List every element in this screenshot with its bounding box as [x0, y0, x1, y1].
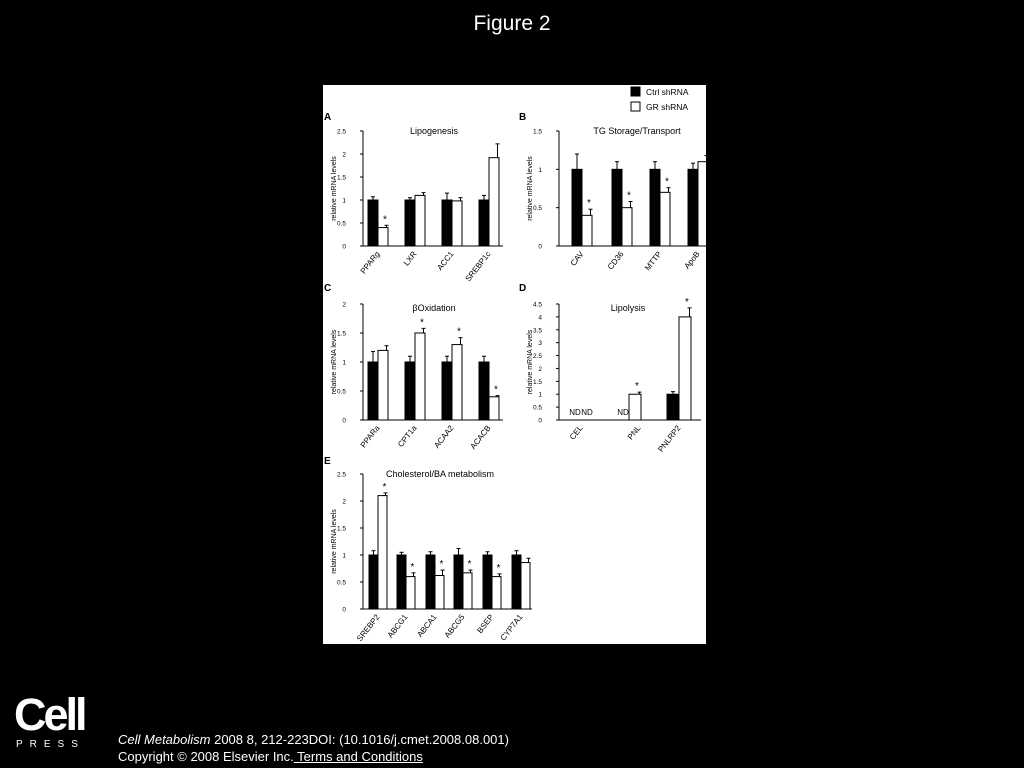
- chart-title: Lipolysis: [610, 303, 646, 313]
- significance-mark: *: [383, 214, 387, 226]
- citation: [118, 731, 509, 765]
- chart-panel-a: [324, 112, 503, 283]
- x-tick-label: PNLRP2: [656, 423, 683, 454]
- significance-mark: *: [496, 562, 501, 574]
- y-tick-label: 0.5: [532, 205, 542, 213]
- bar: [679, 317, 691, 420]
- x-tick-label: ABCG1: [385, 612, 410, 640]
- y-tick-label: 0: [342, 606, 346, 614]
- bar: [405, 200, 415, 246]
- y-tick-label: 2: [538, 365, 542, 373]
- significance-mark: *: [467, 559, 472, 571]
- bar: [378, 228, 388, 246]
- y-tick-label: 1: [342, 552, 346, 560]
- x-tick-label: PNL: [625, 423, 643, 442]
- legend: [631, 87, 689, 112]
- y-tick-label: 4: [538, 314, 542, 322]
- bar: [489, 397, 499, 420]
- y-tick-label: 2: [342, 498, 346, 506]
- legend-label: GR shRNA: [646, 102, 689, 112]
- y-tick-label: 1.5: [532, 378, 542, 386]
- x-tick-label: SREBP2: [355, 612, 382, 644]
- figure-panel: [323, 85, 706, 644]
- bar: [688, 169, 698, 246]
- panel-letter: D: [519, 283, 527, 294]
- bar: [582, 215, 592, 246]
- y-tick-label: 0.5: [336, 579, 346, 587]
- x-tick-label: ABCG5: [442, 612, 467, 640]
- chart-title: Lipogenesis: [409, 126, 459, 136]
- bar: [629, 394, 641, 420]
- bar: [479, 200, 489, 246]
- bar: [378, 350, 388, 420]
- chart-panel-b: [519, 112, 706, 272]
- x-tick-label: CPT1a: [396, 423, 419, 449]
- y-tick-label: 2: [342, 301, 346, 309]
- bar: [489, 158, 499, 246]
- y-tick-label: 1: [538, 391, 542, 399]
- chart-title: βOxidation: [412, 303, 456, 313]
- y-tick-label: 4.5: [532, 301, 542, 309]
- bar: [442, 362, 452, 420]
- bar: [406, 577, 415, 609]
- y-tick-label: 1: [342, 197, 346, 205]
- y-tick-label: 2.5: [336, 471, 346, 479]
- bar: [521, 563, 530, 609]
- chart-title: TG Storage/Transport: [593, 126, 681, 136]
- bar: [612, 169, 622, 246]
- bar: [452, 345, 462, 420]
- bar: [368, 200, 378, 246]
- y-tick-label: 2: [342, 151, 346, 159]
- copyright-line: [118, 748, 509, 765]
- figure-svg: [323, 85, 706, 644]
- x-tick-label: ABCA1: [415, 612, 439, 639]
- bar: [667, 394, 679, 420]
- bar: [369, 555, 378, 609]
- bar: [660, 192, 670, 246]
- x-tick-label: ACACB: [468, 423, 493, 451]
- nd-label: ND: [581, 408, 593, 417]
- x-tick-label: CAV: [568, 249, 586, 268]
- y-tick-label: 0: [342, 243, 346, 251]
- y-tick-label: 0: [342, 417, 346, 425]
- significance-mark: *: [410, 561, 415, 573]
- significance-mark: *: [457, 326, 461, 338]
- y-tick-label: 0.5: [336, 388, 346, 396]
- panel-letter: A: [324, 112, 332, 123]
- x-tick-label: ACAA2: [432, 423, 456, 450]
- citation-line: [118, 731, 509, 748]
- bar: [512, 555, 521, 609]
- bar: [405, 362, 415, 420]
- x-tick-label: CEL: [567, 423, 585, 442]
- y-tick-label: 0: [538, 417, 542, 425]
- significance-mark: *: [635, 381, 639, 393]
- legend-swatch: [631, 87, 640, 96]
- legend-swatch: [631, 102, 640, 111]
- y-tick-label: 0.5: [532, 404, 542, 412]
- chart-title: Cholesterol/BA metabolism: [385, 469, 495, 479]
- slide-title: Figure 2: [473, 12, 551, 35]
- bar: [378, 496, 387, 609]
- nd-label: ND: [617, 408, 629, 417]
- significance-mark: *: [685, 296, 689, 308]
- bar: [435, 576, 444, 609]
- x-tick-label: CD36: [605, 249, 626, 272]
- logo-press: PRESS: [16, 739, 85, 750]
- terms-link[interactable]: Terms and Conditions: [293, 749, 423, 764]
- y-tick-label: 0: [538, 243, 542, 251]
- x-tick-label: ApoB: [682, 249, 702, 271]
- significance-mark: *: [439, 559, 444, 571]
- y-tick-label: 2.5: [336, 128, 346, 136]
- copyright-text: Copyright © 2008 Elsevier Inc.: [118, 749, 294, 764]
- bar: [572, 169, 582, 246]
- panel-letter: B: [519, 112, 527, 123]
- bar: [650, 169, 660, 246]
- legend-label: Ctrl shRNA: [646, 87, 689, 97]
- bar: [479, 362, 489, 420]
- y-tick-label: 2.5: [532, 353, 542, 361]
- y-tick-label: 1: [538, 166, 542, 174]
- bar: [622, 208, 632, 246]
- chart-panel-c: [324, 283, 503, 451]
- logo-word: Cell: [14, 689, 85, 740]
- y-axis-label: relative mRNA levels: [331, 509, 338, 574]
- x-tick-label: ACC1: [435, 249, 456, 273]
- bar: [426, 555, 435, 609]
- y-tick-label: 3: [538, 340, 542, 348]
- y-tick-label: 3.5: [532, 327, 542, 335]
- bar: [463, 573, 472, 609]
- x-tick-label: PPARa: [358, 423, 382, 450]
- x-tick-label: MTTP: [643, 249, 664, 273]
- bar: [397, 555, 406, 609]
- y-tick-label: 0.5: [336, 220, 346, 228]
- bar: [452, 201, 462, 246]
- y-axis-label: relative mRNA levels: [527, 329, 534, 395]
- significance-mark: *: [665, 176, 669, 188]
- significance-mark: *: [627, 190, 631, 202]
- x-tick-label: BSEP: [475, 612, 496, 636]
- significance-mark: *: [587, 198, 591, 210]
- y-tick-label: 1.5: [336, 174, 346, 182]
- chart-panel-e: [324, 456, 532, 643]
- y-tick-label: 1.5: [336, 330, 346, 338]
- bar: [698, 162, 706, 246]
- bar: [415, 195, 425, 246]
- panel-letter: C: [324, 283, 332, 294]
- x-tick-label: LXR: [401, 249, 419, 268]
- bar: [492, 577, 501, 609]
- bar: [483, 555, 492, 609]
- bar: [442, 200, 452, 246]
- citation-journal: Cell Metabolism: [118, 732, 211, 747]
- significance-mark: *: [420, 317, 424, 329]
- significance-mark: *: [382, 481, 387, 493]
- y-axis-label: relative mRNA levels: [527, 156, 534, 221]
- x-tick-label: SREBP1c: [463, 249, 493, 284]
- bar: [368, 362, 378, 420]
- x-tick-label: CYP7A1: [498, 612, 525, 643]
- nd-label: ND: [569, 408, 581, 417]
- y-axis-label: relative mRNA levels: [331, 156, 338, 221]
- y-tick-label: 1.5: [336, 525, 346, 533]
- y-tick-label: 1.5: [532, 128, 542, 136]
- y-tick-label: 1: [342, 359, 346, 367]
- significance-mark: *: [494, 384, 498, 396]
- chart-panel-d: [519, 283, 701, 454]
- bar: [454, 555, 463, 609]
- citation-details: 2008 8, 212-223DOI: (10.1016/j.cmet.2008.08.001): [210, 732, 509, 747]
- bar: [415, 333, 425, 420]
- cell-press-logo: [14, 689, 85, 750]
- y-axis-label: relative mRNA levels: [331, 329, 338, 395]
- panel-letter: E: [324, 456, 331, 467]
- x-tick-label: PPARg: [358, 249, 382, 276]
